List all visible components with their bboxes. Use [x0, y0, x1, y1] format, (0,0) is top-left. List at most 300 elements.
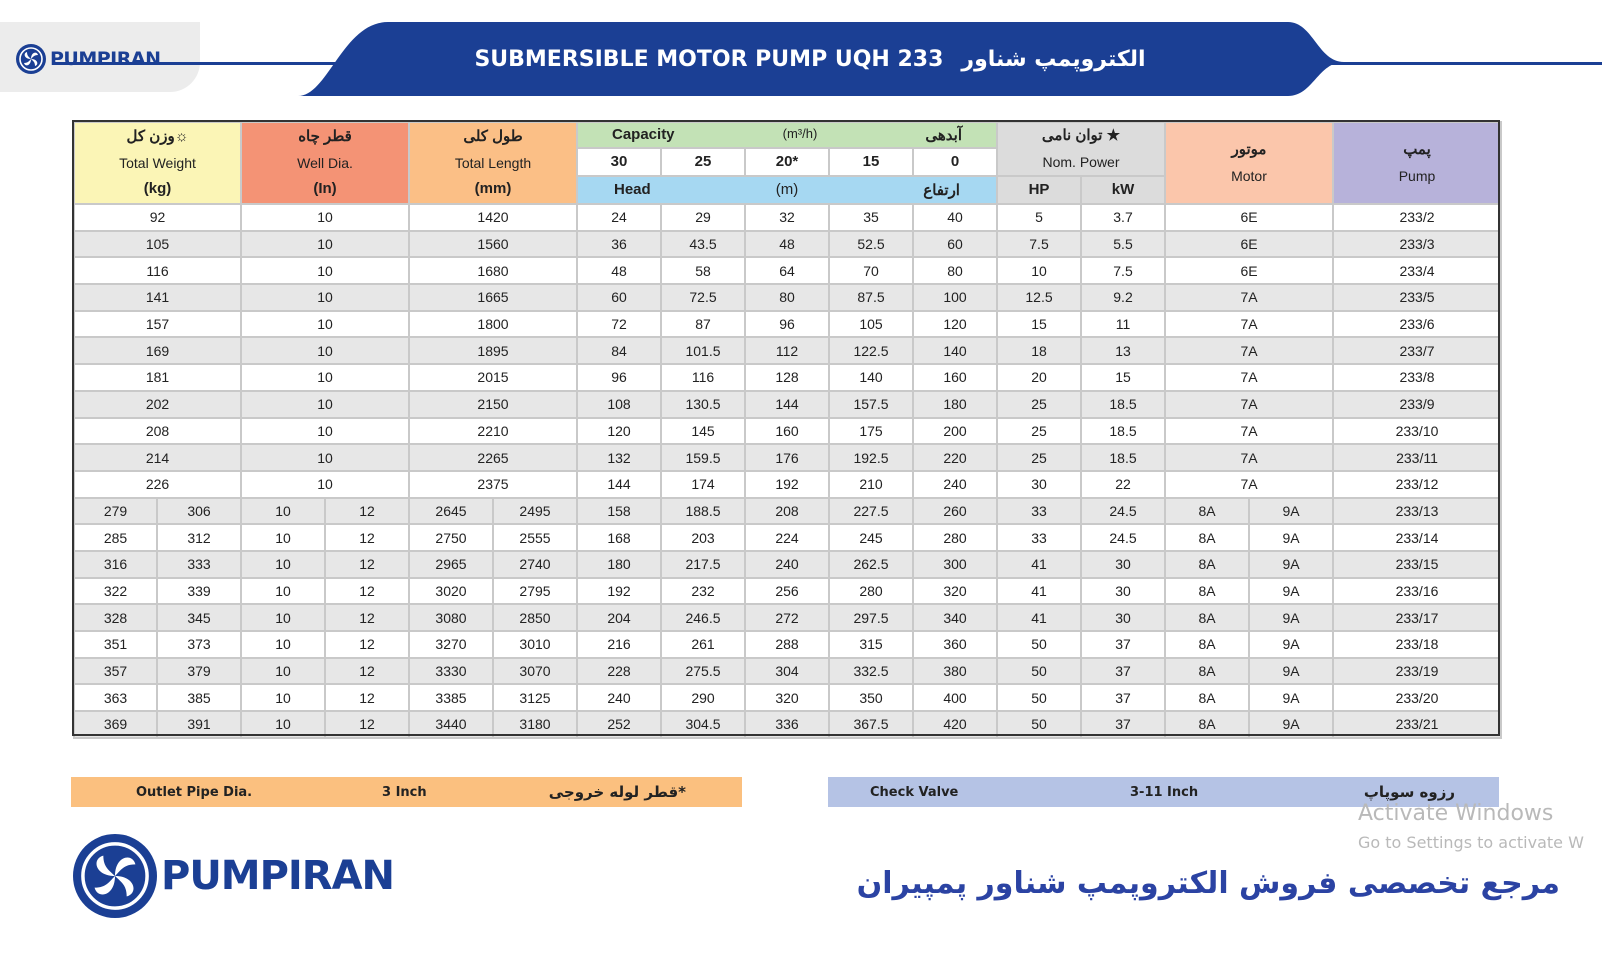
cell-head: 144: [577, 471, 661, 498]
cell-hp: 7.5: [997, 231, 1081, 258]
cell-pump: 233/9: [1333, 391, 1501, 418]
cell-head: 101.5: [661, 337, 745, 364]
table-row: [74, 391, 1501, 418]
cell-head: 262.5: [829, 551, 913, 578]
header-pump-fa: پمپ: [1403, 141, 1431, 158]
cell-kw: 11: [1081, 311, 1165, 338]
cell-weight: 316: [74, 551, 157, 578]
header-weight-fa: ☼وزن کل: [126, 128, 189, 145]
cell-length: 2740: [493, 551, 577, 578]
cell-head: 216: [577, 631, 661, 658]
cell-weight: 373: [157, 631, 241, 658]
cell-motor: 7A: [1165, 364, 1333, 391]
cell-weight: 306: [157, 498, 241, 525]
cell-head: 304.5: [661, 711, 745, 738]
cell-head: 40: [913, 204, 997, 231]
cell-weight: 379: [157, 658, 241, 685]
cell-weight: 202: [74, 391, 241, 418]
cell-head: 70: [829, 257, 913, 284]
cell-head: 176: [745, 444, 829, 471]
cell-length: 2495: [493, 498, 577, 525]
cell-hp: 15: [997, 311, 1081, 338]
header-head-en: Head: [614, 181, 651, 198]
cell-kw: 37: [1081, 711, 1165, 738]
cell-motor: 9A: [1249, 631, 1333, 658]
cell-well-dia: 12: [325, 684, 409, 711]
cell-motor: 9A: [1249, 551, 1333, 578]
cell-head: 72: [577, 311, 661, 338]
activate-windows-title: Activate Windows: [1358, 801, 1554, 826]
cell-head: 320: [745, 684, 829, 711]
table-row: [74, 684, 1501, 711]
cell-head: 132: [577, 444, 661, 471]
cell-weight: 279: [74, 498, 157, 525]
page-title-en: SUBMERSIBLE MOTOR PUMP UQH 233: [474, 46, 944, 72]
cell-pump: 233/21: [1333, 711, 1501, 738]
cell-weight: 363: [74, 684, 157, 711]
header-length-fa: طول کلی: [463, 128, 523, 145]
table-row: [74, 204, 1501, 231]
cell-head: 203: [661, 524, 745, 551]
cell-head: 108: [577, 391, 661, 418]
cell-head: 245: [829, 524, 913, 551]
header-logo: [16, 44, 161, 74]
cell-head: 304: [745, 658, 829, 685]
cell-hp: 41: [997, 604, 1081, 631]
cell-well-dia: 10: [241, 604, 325, 631]
cell-length: 2015: [409, 364, 577, 391]
cell-head: 32: [745, 204, 829, 231]
capacity-value: 0: [913, 148, 997, 176]
table-row: [74, 337, 1501, 364]
cell-well-dia: 10: [241, 231, 409, 258]
cell-kw: 30: [1081, 578, 1165, 605]
cell-hp: 5: [997, 204, 1081, 231]
cell-hp: 18: [997, 337, 1081, 364]
cell-weight: 208: [74, 418, 241, 445]
cell-head: 48: [745, 231, 829, 258]
cell-length: 3125: [493, 684, 577, 711]
table-row: [74, 471, 1501, 498]
cell-head: 367.5: [829, 711, 913, 738]
capacity-value: 20*: [745, 148, 829, 176]
cell-length: 2265: [409, 444, 577, 471]
cell-head: 210: [829, 471, 913, 498]
cell-head: 58: [661, 257, 745, 284]
cell-well-dia: 10: [241, 498, 325, 525]
cell-head: 228: [577, 658, 661, 685]
cell-head: 350: [829, 684, 913, 711]
cell-weight: 141: [74, 284, 241, 311]
table-row: [74, 711, 1501, 738]
footer-logo: [73, 834, 394, 918]
header-pump-en: Pump: [1398, 168, 1436, 184]
cell-length: 1895: [409, 337, 577, 364]
cell-pump: 233/5: [1333, 284, 1501, 311]
cell-head: 275.5: [661, 658, 745, 685]
cell-motor: 9A: [1249, 658, 1333, 685]
cell-head: 96: [577, 364, 661, 391]
table-row: [74, 578, 1501, 605]
pump-spec-table: [73, 121, 1502, 739]
cell-motor: 9A: [1249, 604, 1333, 631]
cell-pump: 233/20: [1333, 684, 1501, 711]
cell-hp: 50: [997, 711, 1081, 738]
cell-length: 2965: [409, 551, 493, 578]
cell-kw: 30: [1081, 551, 1165, 578]
cell-length: 2210: [409, 418, 577, 445]
cell-weight: 351: [74, 631, 157, 658]
cell-pump: 233/6: [1333, 311, 1501, 338]
cell-head: 400: [913, 684, 997, 711]
cell-motor: 9A: [1249, 498, 1333, 525]
capacity-value: 25: [661, 148, 745, 176]
table-row: [74, 231, 1501, 258]
cell-motor: 7A: [1165, 391, 1333, 418]
footer-brand: PUMPIRAN: [161, 853, 395, 899]
cell-head: 160: [745, 418, 829, 445]
cell-hp: 25: [997, 391, 1081, 418]
cell-head: 100: [913, 284, 997, 311]
cell-pump: 233/4: [1333, 257, 1501, 284]
cell-head: 260: [913, 498, 997, 525]
cell-head: 29: [661, 204, 745, 231]
cell-head: 175: [829, 418, 913, 445]
cell-pump: 233/18: [1333, 631, 1501, 658]
cell-head: 144: [745, 391, 829, 418]
cell-pump: 233/3: [1333, 231, 1501, 258]
cell-head: 48: [577, 257, 661, 284]
header-power-en: Nom. Power: [1042, 154, 1120, 170]
cell-length: 2150: [409, 391, 577, 418]
cell-head: 220: [913, 444, 997, 471]
cell-motor: 8A: [1165, 551, 1249, 578]
cell-weight: 169: [74, 337, 241, 364]
cell-hp: 50: [997, 684, 1081, 711]
cell-head: 208: [745, 498, 829, 525]
cell-head: 297.5: [829, 604, 913, 631]
check-valve-label-fa: رزوه سوپاپ: [1363, 783, 1455, 801]
cell-motor: 6E: [1165, 257, 1333, 284]
cell-length: 2555: [493, 524, 577, 551]
cell-pump: 233/17: [1333, 604, 1501, 631]
header-capacity-fa: آبدهی: [925, 127, 962, 144]
cell-head: 112: [745, 337, 829, 364]
outlet-label-en: Outlet Pipe Dia.: [136, 784, 253, 800]
cell-hp: 12.5: [997, 284, 1081, 311]
cell-head: 224: [745, 524, 829, 551]
header-kw: kW: [1081, 176, 1165, 204]
cell-head: 87: [661, 311, 745, 338]
outlet-value: 3 Inch: [382, 784, 427, 800]
cell-length: 2850: [493, 604, 577, 631]
header-capacity-unit: (m³/h): [782, 126, 818, 141]
cell-pump: 233/8: [1333, 364, 1501, 391]
cell-head: 192: [577, 578, 661, 605]
cell-head: 261: [661, 631, 745, 658]
cell-head: 192: [745, 471, 829, 498]
cell-hp: 50: [997, 658, 1081, 685]
cell-length: 1560: [409, 231, 577, 258]
cell-head: 130.5: [661, 391, 745, 418]
check-valve-label-en: Check Valve: [870, 784, 959, 800]
pump-fan-icon: [16, 44, 46, 74]
cell-length: 3385: [409, 684, 493, 711]
table-row: [74, 418, 1501, 445]
cell-head: 140: [913, 337, 997, 364]
header-capacity: [577, 122, 997, 148]
cell-weight: 322: [74, 578, 157, 605]
cell-head: 120: [913, 311, 997, 338]
header-motor-en: Motor: [1231, 168, 1267, 184]
capacity-value: 15: [829, 148, 913, 176]
cell-motor: 8A: [1165, 631, 1249, 658]
cell-head: 60: [577, 284, 661, 311]
cell-motor: 8A: [1165, 658, 1249, 685]
header-well-unit: (In): [313, 180, 337, 197]
cell-hp: 41: [997, 551, 1081, 578]
footer-slogan: مرجع تخصصی فروش الکتروپمپ شناور پمپیران: [856, 866, 1560, 901]
cell-head: 159.5: [661, 444, 745, 471]
cell-well-dia: 10: [241, 257, 409, 284]
cell-head: 140: [829, 364, 913, 391]
cell-well-dia: 10: [241, 711, 325, 738]
cell-head: 246.5: [661, 604, 745, 631]
cell-length: 1665: [409, 284, 577, 311]
table-row: [74, 551, 1501, 578]
header-well-en: Well Dia.: [297, 155, 353, 171]
cell-pump: 233/10: [1333, 418, 1501, 445]
check-valve-value: 3-11 Inch: [1130, 784, 1199, 800]
cell-head: 24: [577, 204, 661, 231]
cell-weight: 226: [74, 471, 241, 498]
cell-head: 145: [661, 418, 745, 445]
cell-length: 3180: [493, 711, 577, 738]
page-title-fa: الکتروپمپ شناور: [961, 46, 1146, 72]
cell-head: 157.5: [829, 391, 913, 418]
cell-head: 116: [661, 364, 745, 391]
activate-windows-subtitle: Go to Settings to activate W: [1358, 833, 1584, 852]
cell-length: 1800: [409, 311, 577, 338]
cell-length: 2375: [409, 471, 577, 498]
cell-kw: 30: [1081, 604, 1165, 631]
header-pump: [1333, 122, 1501, 204]
cell-motor: 9A: [1249, 524, 1333, 551]
cell-head: 280: [829, 578, 913, 605]
outlet-label-fa: *قطر لوله خروجی: [548, 783, 686, 801]
cell-motor: 7A: [1165, 284, 1333, 311]
cell-well-dia: 10: [241, 284, 409, 311]
cell-motor: 7A: [1165, 337, 1333, 364]
cell-well-dia: 12: [325, 524, 409, 551]
cell-motor: 6E: [1165, 231, 1333, 258]
cell-head: 380: [913, 658, 997, 685]
cell-head: 290: [661, 684, 745, 711]
cell-head: 122.5: [829, 337, 913, 364]
table-row: [74, 604, 1501, 631]
cell-kw: 22: [1081, 471, 1165, 498]
cell-motor: 8A: [1165, 604, 1249, 631]
cell-pump: 233/16: [1333, 578, 1501, 605]
cell-head: 340: [913, 604, 997, 631]
table-row: [74, 444, 1501, 471]
header-total-weight: [74, 122, 241, 204]
cell-head: 35: [829, 204, 913, 231]
cell-well-dia: 12: [325, 498, 409, 525]
cell-motor: 9A: [1249, 684, 1333, 711]
cell-hp: 25: [997, 418, 1081, 445]
cell-kw: 7.5: [1081, 257, 1165, 284]
cell-pump: 233/7: [1333, 337, 1501, 364]
cell-head: 280: [913, 524, 997, 551]
cell-weight: 105: [74, 231, 241, 258]
cell-well-dia: 10: [241, 631, 325, 658]
cell-head: 80: [745, 284, 829, 311]
pump-fan-icon: [73, 834, 157, 918]
header-head-fa: ارتفاع: [923, 182, 960, 199]
cell-head: 288: [745, 631, 829, 658]
cell-motor: 8A: [1165, 711, 1249, 738]
table-row: [74, 524, 1501, 551]
cell-length: 3270: [409, 631, 493, 658]
cell-well-dia: 12: [325, 578, 409, 605]
header-capacity-en: Capacity: [612, 126, 675, 143]
cell-hp: 33: [997, 498, 1081, 525]
cell-head: 174: [661, 471, 745, 498]
cell-head: 168: [577, 524, 661, 551]
cell-hp: 20: [997, 364, 1081, 391]
cell-length: 3080: [409, 604, 493, 631]
cell-head: 217.5: [661, 551, 745, 578]
cell-head: 43.5: [661, 231, 745, 258]
cell-head: 300: [913, 551, 997, 578]
table-body: [74, 204, 1501, 738]
cell-weight: 345: [157, 604, 241, 631]
cell-head: 80: [913, 257, 997, 284]
cell-weight: 339: [157, 578, 241, 605]
cell-well-dia: 10: [241, 658, 325, 685]
cell-well-dia: 10: [241, 311, 409, 338]
cell-kw: 18.5: [1081, 444, 1165, 471]
capacity-value: 30: [577, 148, 661, 176]
cell-head: 84: [577, 337, 661, 364]
header-power-fa: ★ توان نامی: [1041, 127, 1121, 144]
cell-head: 105: [829, 311, 913, 338]
cell-length: 3020: [409, 578, 493, 605]
cell-length: 3330: [409, 658, 493, 685]
cell-kw: 37: [1081, 684, 1165, 711]
header-brand: PUMPIRAN: [50, 48, 161, 70]
cell-pump: 233/15: [1333, 551, 1501, 578]
cell-weight: 391: [157, 711, 241, 738]
cell-weight: 92: [74, 204, 241, 231]
cell-weight: 285: [74, 524, 157, 551]
cell-length: 2750: [409, 524, 493, 551]
cell-motor: 8A: [1165, 524, 1249, 551]
outlet-pipe-bar: [71, 777, 742, 807]
cell-kw: 9.2: [1081, 284, 1165, 311]
header-weight-en: Total Weight: [119, 155, 196, 171]
cell-weight: 385: [157, 684, 241, 711]
cell-head: 158: [577, 498, 661, 525]
cell-pump: 233/12: [1333, 471, 1501, 498]
cell-kw: 37: [1081, 631, 1165, 658]
cell-head: 60: [913, 231, 997, 258]
cell-motor: 7A: [1165, 418, 1333, 445]
cell-weight: 357: [74, 658, 157, 685]
cell-motor: 9A: [1249, 578, 1333, 605]
header-weight-unit: (kg): [143, 180, 172, 197]
cell-motor: 8A: [1165, 684, 1249, 711]
header-hp: HP: [997, 176, 1081, 204]
cell-kw: 5.5: [1081, 231, 1165, 258]
cell-head: 252: [577, 711, 661, 738]
cell-length: 1680: [409, 257, 577, 284]
cell-well-dia: 12: [325, 711, 409, 738]
cell-well-dia: 10: [241, 684, 325, 711]
cell-well-dia: 12: [325, 631, 409, 658]
table-row: [74, 284, 1501, 311]
cell-hp: 33: [997, 524, 1081, 551]
page-title: [330, 22, 1290, 96]
cell-head: 87.5: [829, 284, 913, 311]
cell-pump: 233/14: [1333, 524, 1501, 551]
header-length-unit: (mm): [474, 180, 512, 197]
cell-head: 96: [745, 311, 829, 338]
cell-head: 240: [913, 471, 997, 498]
table-row: [74, 311, 1501, 338]
cell-length: 2795: [493, 578, 577, 605]
cell-weight: 181: [74, 364, 241, 391]
cell-kw: 18.5: [1081, 418, 1165, 445]
header-motor: [1165, 122, 1333, 204]
sun-icon: ☼: [174, 128, 189, 145]
cell-pump: 233/13: [1333, 498, 1501, 525]
table-row: [74, 257, 1501, 284]
cell-head: 188.5: [661, 498, 745, 525]
cell-well-dia: 10: [241, 444, 409, 471]
cell-head: 72.5: [661, 284, 745, 311]
table-row: [74, 631, 1501, 658]
cell-well-dia: 10: [241, 418, 409, 445]
cell-head: 180: [913, 391, 997, 418]
header-nominal-power: [997, 122, 1165, 176]
cell-well-dia: 12: [325, 658, 409, 685]
cell-kw: 24.5: [1081, 498, 1165, 525]
cell-well-dia: 10: [241, 337, 409, 364]
cell-pump: 233/19: [1333, 658, 1501, 685]
cell-kw: 3.7: [1081, 204, 1165, 231]
cell-head: 120: [577, 418, 661, 445]
cell-weight: 369: [74, 711, 157, 738]
cell-kw: 15: [1081, 364, 1165, 391]
cell-weight: 157: [74, 311, 241, 338]
header-head-unit: (m): [775, 181, 799, 198]
cell-kw: 13: [1081, 337, 1165, 364]
cell-head: 52.5: [829, 231, 913, 258]
cell-well-dia: 10: [241, 471, 409, 498]
cell-head: 36: [577, 231, 661, 258]
cell-weight: 328: [74, 604, 157, 631]
cell-head: 256: [745, 578, 829, 605]
cell-head: 420: [913, 711, 997, 738]
header-motor-fa: موتور: [1231, 141, 1267, 158]
cell-head: 180: [577, 551, 661, 578]
cell-hp: 50: [997, 631, 1081, 658]
header-total-length: [409, 122, 577, 204]
cell-weight: 333: [157, 551, 241, 578]
cell-motor: 8A: [1165, 498, 1249, 525]
